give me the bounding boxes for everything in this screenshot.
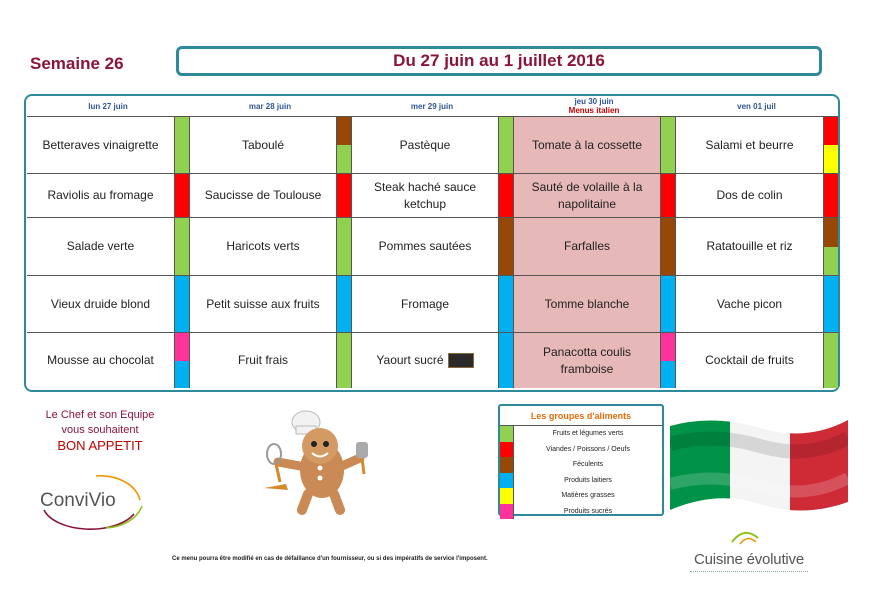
food-group-swatch [499,117,513,173]
food-group-indicator [336,333,351,388]
menu-item [27,174,174,217]
legend-title: Les groupes d'aliments [500,406,662,426]
day-header [189,96,351,116]
food-group-indicator [498,333,513,388]
menu-item-label: Salami et beurre [705,137,794,152]
menu-cell [189,275,351,332]
menu-item-label: Dos de colin [716,188,783,202]
food-group-swatch [175,333,189,361]
food-group-swatch [175,117,189,173]
legend-swatch [500,457,514,473]
menu-item [190,276,336,332]
legend-item [500,442,662,458]
menu-item-label: Ratatouille et riz [706,239,793,253]
menu-cell [675,332,838,388]
menu-item [190,218,336,275]
menu-item [514,276,660,332]
menu-item [352,276,498,332]
menu-item [27,333,174,388]
food-group-indicator [660,333,675,388]
menu-item [27,117,174,173]
menu-cell [675,173,838,217]
food-group-indicator [336,276,351,332]
legend-label: Matières grasses [561,492,615,500]
menu-item-label: Steak haché sauce ketchup [373,179,477,211]
food-group-swatch [661,276,675,332]
food-group-indicator [498,117,513,173]
legend-swatch [500,426,514,442]
menu-grid [27,96,838,388]
legend-label: Produits sucrés [563,507,613,515]
menu-cell [513,116,675,173]
menu-item-label: Tomme blanche [544,296,630,311]
menu-item-label: Sauté de volaille à la napolitaine [531,179,643,211]
day-header [351,96,513,116]
food-group-indicator [174,333,189,388]
menu-item [352,218,498,275]
day-label: mer 29 juin [410,101,454,111]
legend-item [500,504,662,520]
food-group-indicator [498,218,513,275]
legend-label: Viandes / Poissons / Oeufs [546,445,630,453]
food-group-swatch [824,145,838,173]
day-label: mar 28 juin [248,101,292,111]
menu-cell [675,275,838,332]
food-group-indicator [336,117,351,173]
food-group-swatch [337,333,351,388]
menu-item [27,276,174,332]
menu-item-label: Tomate à la cossette [531,137,643,152]
food-group-swatch [337,218,351,275]
menu-cell [189,332,351,388]
menu-cell [27,116,189,173]
food-group-swatch [337,276,351,332]
date-range-title: Du 27 juin au 1 juillet 2016 [176,46,822,76]
food-group-indicator [174,174,189,217]
menu-item-label: Vieux druide blond [50,296,151,311]
day-header [675,96,838,116]
menu-item [352,333,498,388]
menu-cell [675,217,838,275]
food-group-swatch [824,276,838,332]
bon-appetit: BON APPETIT [57,438,143,453]
food-group-swatch [661,333,675,361]
legend-item [500,457,662,473]
menu-item-label: Pommes sautées [378,239,472,253]
food-group-swatch [661,117,675,173]
legend-item [500,473,662,489]
legend-swatch [500,488,514,504]
menu-item-label: Petit suisse aux fruits [206,296,320,311]
food-group-swatch [499,174,513,217]
menu-item [190,333,336,388]
food-group-indicator [823,117,838,173]
food-group-swatch [175,174,189,217]
menu-item-label: Yaourt sucré [376,353,444,367]
food-group-swatch [824,218,838,247]
chef-message [30,408,170,453]
food-group-swatch [499,218,513,275]
food-groups-legend [498,404,664,516]
menu-item [190,117,336,173]
week-label: Semaine 26 [30,54,124,73]
cuisine-logo-underline [690,569,808,572]
day-label: jeu 30 juin [574,97,614,106]
food-group-swatch [337,174,351,217]
menu-item-label: Panacotta coulis framboise [542,344,632,376]
menu-item-label: Haricots verts [226,239,300,253]
legend-swatch [500,473,514,489]
day-theme-label: Menus italien [568,106,620,115]
menu-item [676,174,823,217]
menu-item-label: Raviolis au fromage [47,188,154,202]
food-group-swatch [337,145,351,173]
menu-cell [675,116,838,173]
menu-cell [189,217,351,275]
food-group-indicator [336,174,351,217]
menu-cell [351,217,513,275]
food-group-swatch [499,276,513,332]
day-label: ven 01 juil [737,101,776,111]
food-group-swatch [824,333,838,388]
food-group-swatch [175,276,189,332]
menu-cell [351,116,513,173]
food-group-indicator [823,218,838,275]
food-group-indicator [660,174,675,217]
menu-item [676,117,823,173]
food-group-swatch [175,218,189,275]
menu-item [514,218,660,275]
chalkboard-icon [448,353,474,368]
menu-item-label: Betteraves vinaigrette [42,137,159,152]
menu-item-label: Mousse au chocolat [47,353,154,367]
legend-label: Féculents [572,461,604,469]
food-group-indicator [660,276,675,332]
gingerbread-chef-mascot [256,402,386,517]
menu-item-label: Taboulé [241,137,285,152]
disclaimer-note: Ce menu pourra être modifié en cas de défaillance d'un fournisseur, ou si des impératifs de service l'imposent. [172,556,488,562]
food-group-swatch [175,361,189,389]
legend-swatch [500,504,514,520]
legend-swatch [500,442,514,458]
menu-item [27,218,174,275]
menu-item-label: Farfalles [563,239,610,253]
menu-item-label: Fromage [400,296,450,311]
menu-cell [513,332,675,388]
menu-item-label: Cocktail de fruits [705,353,794,367]
convivio-logo-text: ConviVio [40,490,116,511]
menu-item-label: Salade verte [66,239,135,253]
food-group-swatch [661,361,675,389]
menu-cell [513,217,675,275]
food-group-indicator [823,333,838,388]
legend-item [500,426,662,442]
food-group-swatch [661,218,675,275]
italian-flag [668,414,850,518]
menu-item [514,117,660,173]
food-group-indicator [498,174,513,217]
food-group-swatch [661,174,675,217]
menu-item [676,333,823,388]
food-group-swatch [824,174,838,217]
cuisine-evolutive-logo-text: Cuisine évolutive [694,551,804,568]
day-label: lun 27 juin [88,101,128,111]
menu-cell [351,173,513,217]
food-group-indicator [660,117,675,173]
food-group-indicator [498,276,513,332]
food-group-indicator [174,276,189,332]
food-group-swatch [824,247,838,276]
menu-cell [513,275,675,332]
chef-line-2: vous souhaitent [61,424,139,436]
food-group-indicator [174,117,189,173]
day-header [513,96,675,116]
menu-item [352,174,498,217]
menu-item-label: Vache picon [716,296,783,311]
menu-cell [513,173,675,217]
menu-item-label: Saucisse de Toulouse [204,188,322,202]
chef-line-1: Le Chef et son Equipe [45,409,155,421]
legend-label: Fruits et légumes verts [552,430,624,438]
menu-item [514,333,660,388]
menu-cell [351,332,513,388]
food-group-swatch [824,117,838,145]
food-group-indicator [823,174,838,217]
food-group-indicator [823,276,838,332]
food-group-indicator [336,218,351,275]
menu-item [514,174,660,217]
menu-cell [27,332,189,388]
menu-item [352,117,498,173]
menu-item-label: Fruit frais [237,353,288,367]
menu-item-label: Pastèque [399,137,451,152]
menu-item [190,174,336,217]
food-group-indicator [174,218,189,275]
menu-cell [27,173,189,217]
food-group-indicator [660,218,675,275]
legend-label: Produits laitiers [564,476,612,484]
food-group-swatch [337,117,351,145]
menu-cell [351,275,513,332]
day-header [27,96,189,116]
legend-item [500,488,662,504]
menu-item [676,218,823,275]
menu-cell [27,275,189,332]
menu-cell [189,116,351,173]
food-group-swatch [499,333,513,388]
menu-item [676,276,823,332]
convivio-logo [36,470,146,530]
menu-cell [27,217,189,275]
menu-cell [189,173,351,217]
